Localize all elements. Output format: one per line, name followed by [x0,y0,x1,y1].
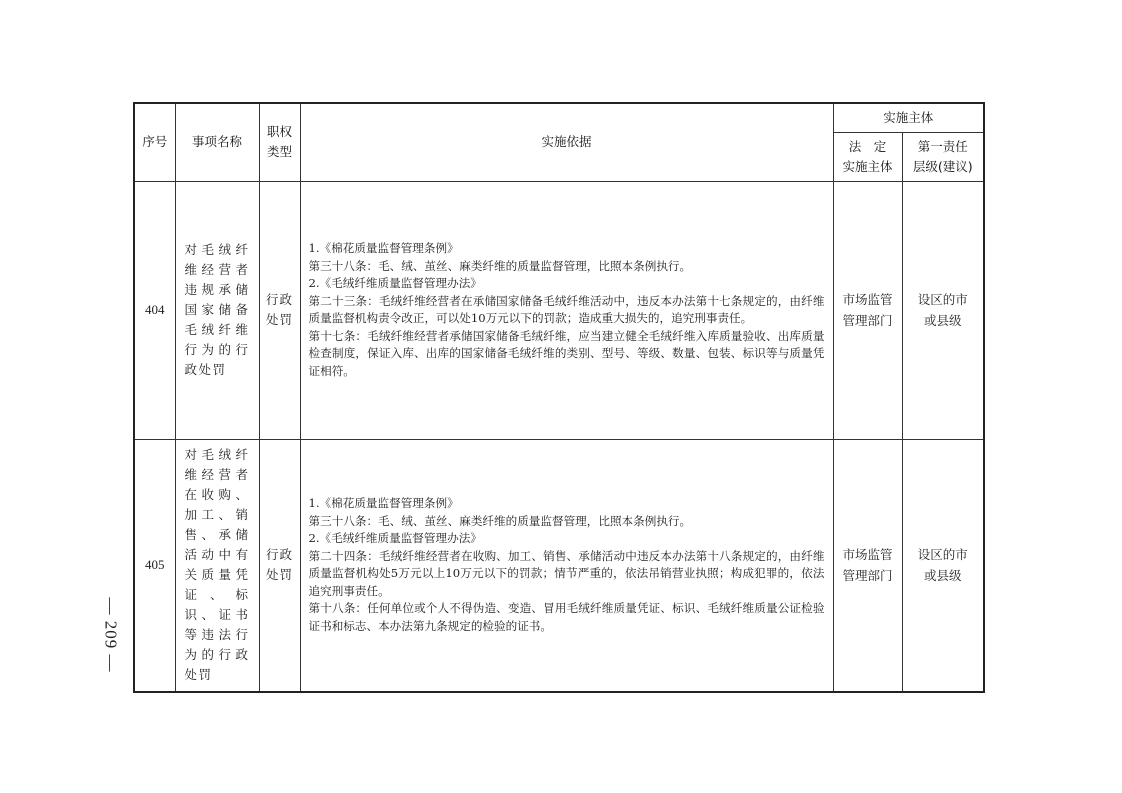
basis-line: 第十七条：毛绒纤维经营者承储国家储备毛绒纤维，应当建立健全毛绒纤维入库质量验收、出库质量检查制度，保证入库、出库的国家储备毛绒纤维的类别、型号、等级、数量、包装、标识等与质量凭证相符。 [308,328,825,378]
power-type: 行政处罚 [259,439,300,692]
basis-line: 2.《毛绒纤维质量监督管理办法》 [308,531,482,546]
basis-line: 第三十八条：毛、绒、茧丝、麻类纤维的质量监督管理，比照本条例执行。 [308,513,692,528]
table-row [134,439,984,692]
row-number: 404 [134,181,175,439]
legal-subject: 市场监管管理部门 [833,181,902,439]
page-number: — 209 — [101,597,120,673]
item-name: 对毛绒纤维经营者在收购、加工、销售、承储活动中有关质量凭证、标识、证书等违法行为的行政处罚 [175,439,259,692]
implementation-basis [300,439,833,692]
legal-subject: 市场监管管理部门 [833,439,902,692]
implementation-basis [300,181,833,439]
power-type: 行政处罚 [259,181,300,439]
table-row [134,181,984,439]
header-legal-subject: 法 定 实施主体 [833,132,902,181]
basis-line: 1.《棉花质量监督管理条例》 [308,241,459,255]
enforcement-items-table [133,102,985,693]
basis-line: 第十八条：任何单位或个人不得伪造、变造、冒用毛绒纤维质量凭证、标识、毛绒纤维质量公证检验证书和标志、本办法第九条规定的检验的证书。 [308,601,825,633]
basis-line: 第三十八条：毛、绒、茧丝、麻类纤维的质量监督管理，比照本条例执行。 [308,258,692,273]
header-name: 事项名称 [175,103,259,181]
responsibility-level: 设区的市或县级 [902,181,984,439]
header-no: 序号 [134,103,175,181]
row-number: 405 [134,439,175,692]
header-subject-group: 实施主体 [833,103,984,132]
item-name: 对毛绒纤维经营者违规承储国家储备毛绒纤维行为的行政处罚 [175,181,259,439]
basis-line: 第二十四条：毛绒纤维经营者在收购、加工、销售、承储活动中违反本办法第十八条规定的，由纤维质量监督机构处5万元以上10万元以下的罚款；情节严重的，依法吊销营业执照；构成犯罪的，依法追究刑事责任。 [308,548,825,598]
header-basis: 实施依据 [300,103,833,181]
header-type: 职权 类型 [259,103,300,181]
basis-line: 1.《棉花质量监督管理条例》 [308,496,459,511]
responsibility-level: 设区的市或县级 [902,439,984,692]
basis-line: 2.《毛绒纤维质量监督管理办法》 [308,276,482,290]
basis-line: 第二十三条：毛绒纤维经营者在承储国家储备毛绒纤维活动中，违反本办法第十七条规定的，由纤维质量监督机构责令改正，可以处10万元以下的罚款；造成重大损失的，追究刑事责任。 [308,293,825,325]
header-row-1 [134,103,984,132]
header-responsibility-level: 第一责任 层级(建议) [902,132,984,181]
